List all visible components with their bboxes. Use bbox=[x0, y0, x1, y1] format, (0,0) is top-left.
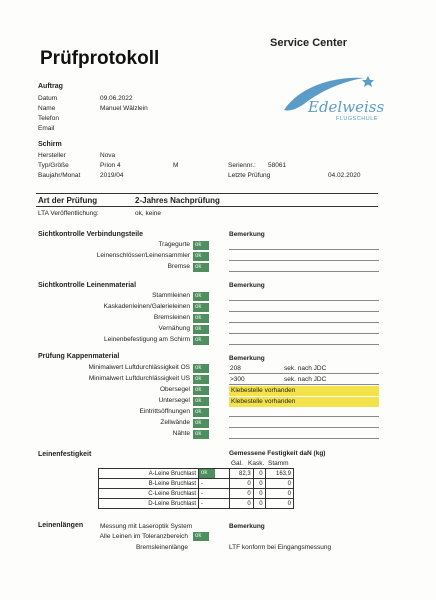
leinenlaengen-list bbox=[0, 533, 188, 553]
remark-line bbox=[229, 260, 379, 261]
kappe-heading: Prüfung Kappenmaterial bbox=[38, 353, 120, 360]
row-label: B-Leine Bruchlast bbox=[99, 479, 199, 489]
cell-stamm: 163,9 bbox=[265, 469, 293, 479]
typ-label: Typ/Größe bbox=[38, 162, 69, 169]
list-item: Stammleinen bbox=[152, 292, 190, 299]
ok-status: ok bbox=[199, 469, 215, 478]
leinenmaterial-list bbox=[0, 292, 190, 344]
ok-status: ok bbox=[193, 397, 209, 406]
remark-line bbox=[229, 427, 379, 428]
ok-status: ok bbox=[193, 325, 209, 334]
section-rule bbox=[36, 206, 378, 207]
cell-stamm: 0 bbox=[265, 479, 293, 489]
verbindung-heading: Sichtkontrolle Verbindungsteile bbox=[38, 231, 144, 238]
email-label: Email bbox=[38, 125, 55, 132]
pruefung-label: Art der Prüfung bbox=[38, 196, 98, 205]
row-status: - bbox=[199, 499, 230, 509]
verbindung-list bbox=[0, 241, 190, 271]
remark-line bbox=[229, 333, 379, 334]
lta-value: ok, keine bbox=[135, 210, 162, 217]
list-item: Zellwände bbox=[160, 419, 190, 426]
logo-subtitle: FLUGSCHULE bbox=[336, 116, 378, 122]
os-permeability-note: sek. nach JDC bbox=[284, 365, 327, 372]
list-item: Alle Leinen im Toleranzbereich bbox=[99, 533, 188, 540]
cell-stamm: 0 bbox=[265, 499, 293, 509]
ok-status: ok bbox=[193, 532, 209, 541]
remark-line bbox=[229, 311, 379, 312]
cell-gal: 0 bbox=[230, 489, 254, 499]
size-value: M bbox=[173, 162, 179, 169]
os-permeability-value: 208 bbox=[230, 365, 241, 372]
cell-kask: 0 bbox=[253, 489, 265, 499]
ok-status: ok bbox=[193, 263, 209, 272]
row-label: D-Leine Bruchlast bbox=[99, 499, 199, 509]
edelweiss-logo bbox=[280, 72, 385, 127]
lta-label: LTA Veröffentlichung: bbox=[38, 210, 99, 217]
cell-gal: 0 bbox=[230, 479, 254, 489]
obersegel-remark: Klebestelle vorhanden bbox=[229, 386, 379, 396]
baujahr-label: Baujahr/Monat bbox=[38, 172, 81, 179]
hersteller-value: Nova bbox=[100, 152, 116, 159]
cell-kask: 0 bbox=[253, 499, 265, 509]
leinenlaengen-heading: Leinenlängen bbox=[38, 522, 84, 529]
ok-status: ok bbox=[193, 241, 209, 250]
cell-stamm: 0 bbox=[265, 489, 293, 499]
col-gal: Gal. bbox=[231, 460, 243, 467]
remark-line bbox=[229, 300, 379, 301]
telefon-label: Telefon bbox=[38, 115, 59, 122]
name-value: Manuel Wälzlein bbox=[100, 105, 148, 112]
list-item: Bremsleinenlänge bbox=[135, 544, 188, 551]
kappe-list bbox=[0, 364, 190, 438]
list-item: Leinenbefestigung am Schirm bbox=[104, 336, 190, 343]
list-item: Bremsleinen bbox=[153, 314, 190, 321]
cell-kask: 0 bbox=[253, 469, 265, 479]
remark-line bbox=[229, 384, 379, 385]
list-item: Vernähung bbox=[158, 325, 190, 332]
remark-line bbox=[229, 271, 379, 272]
ok-status: ok bbox=[193, 408, 209, 417]
letzte-value: 04.02.2020 bbox=[328, 172, 361, 179]
us-permeability-value: >300 bbox=[230, 376, 245, 383]
hersteller-label: Hersteller bbox=[38, 152, 66, 159]
list-item: Tragegurte bbox=[158, 241, 190, 248]
table-row bbox=[99, 499, 294, 509]
section-rule bbox=[36, 193, 378, 194]
leinenlaengen-remark: LTF konform bei Eingangsmessung bbox=[229, 544, 332, 551]
typ-value: Prion 4 bbox=[100, 162, 121, 169]
datum-label: Datum bbox=[38, 95, 58, 102]
remark-line bbox=[229, 249, 379, 250]
pruefung-value: 2-Jahres Nachprüfung bbox=[135, 196, 220, 205]
ok-status: ok bbox=[193, 336, 209, 345]
festigkeit-heading: Leinenfestigkeit bbox=[38, 451, 92, 458]
page-title: Prüfprotokoll bbox=[40, 48, 160, 69]
verbindung-bemerkung: Bemerkung bbox=[229, 231, 265, 238]
strength-table bbox=[98, 468, 294, 509]
row-status: - bbox=[199, 479, 230, 489]
list-item: Bremse bbox=[167, 263, 190, 270]
remark-line bbox=[229, 438, 379, 439]
list-item: Untersegel bbox=[158, 397, 190, 404]
service-center-label: Service Center bbox=[270, 37, 348, 49]
datum-value: 09.06.2022 bbox=[100, 95, 133, 102]
ok-status: ok bbox=[193, 430, 209, 439]
cell-gal: 82,3 bbox=[230, 469, 254, 479]
kappe-bemerkung: Bemerkung bbox=[229, 355, 265, 362]
name-label: Name bbox=[38, 105, 56, 112]
ok-status: ok bbox=[193, 314, 209, 323]
auftrag-heading: Auftrag bbox=[38, 83, 63, 90]
serial-value: 58061 bbox=[268, 162, 287, 169]
us-permeability-note: sek. nach JDC bbox=[284, 376, 327, 383]
serial-label: Seriennr.: bbox=[228, 162, 256, 169]
list-item: Leinenschlösser/Leinensammler bbox=[96, 252, 190, 259]
leinenmaterial-bemerkung: Bemerkung bbox=[229, 282, 265, 289]
ok-status: ok bbox=[193, 375, 209, 384]
list-item: Nähte bbox=[172, 430, 190, 437]
row-status-cell bbox=[199, 469, 230, 479]
letzte-label: Letzte Prüfung bbox=[228, 172, 271, 179]
list-item: Minimalwert Luftdurchlässigkeit OS bbox=[88, 364, 190, 371]
festigkeit-right-heading: Gemessene Festigkeit daN (kg) bbox=[229, 450, 326, 457]
row-label: A-Leine Bruchlast bbox=[99, 469, 199, 479]
remark-line bbox=[229, 416, 379, 417]
leinenlaengen-bemerkung: Bemerkung bbox=[229, 523, 265, 530]
leinenlaengen-sub: Messung mit Laseroptik System bbox=[100, 523, 193, 530]
ok-status: ok bbox=[193, 303, 209, 312]
row-label: C-Leine Bruchlast bbox=[99, 489, 199, 499]
untersegel-remark: Klebestelle vorhanden bbox=[229, 397, 379, 407]
ok-status: ok bbox=[193, 252, 209, 261]
schirm-heading: Schirm bbox=[38, 141, 62, 148]
row-status: - bbox=[199, 489, 230, 499]
list-item: Kaskadenleinen/Galerieleinen bbox=[103, 303, 190, 310]
list-item: Minimalwert Luftdurchlässigkeit US bbox=[88, 375, 190, 382]
ok-status: ok bbox=[193, 364, 209, 373]
ok-status: ok bbox=[193, 419, 209, 428]
leinenmaterial-heading: Sichtkontrolle Leinenmaterial bbox=[38, 282, 137, 289]
col-stamm: Stamm bbox=[268, 460, 289, 467]
table-row bbox=[99, 469, 294, 479]
list-item: Obersegel bbox=[160, 386, 190, 393]
remark-line bbox=[229, 373, 379, 374]
col-kask: Kask. bbox=[248, 460, 265, 467]
cell-kask: 0 bbox=[253, 479, 265, 489]
remark-line bbox=[229, 322, 379, 323]
table-row bbox=[99, 479, 294, 489]
list-item: Eintrittsöffnungen bbox=[139, 408, 190, 415]
baujahr-value: 2019/04 bbox=[100, 172, 124, 179]
cell-gal: 0 bbox=[230, 499, 254, 509]
table-row bbox=[99, 489, 294, 499]
logo-wordmark: Edelweiss bbox=[308, 98, 385, 116]
ok-status: ok bbox=[193, 386, 209, 395]
ok-status: ok bbox=[193, 292, 209, 301]
remark-line bbox=[229, 344, 379, 345]
